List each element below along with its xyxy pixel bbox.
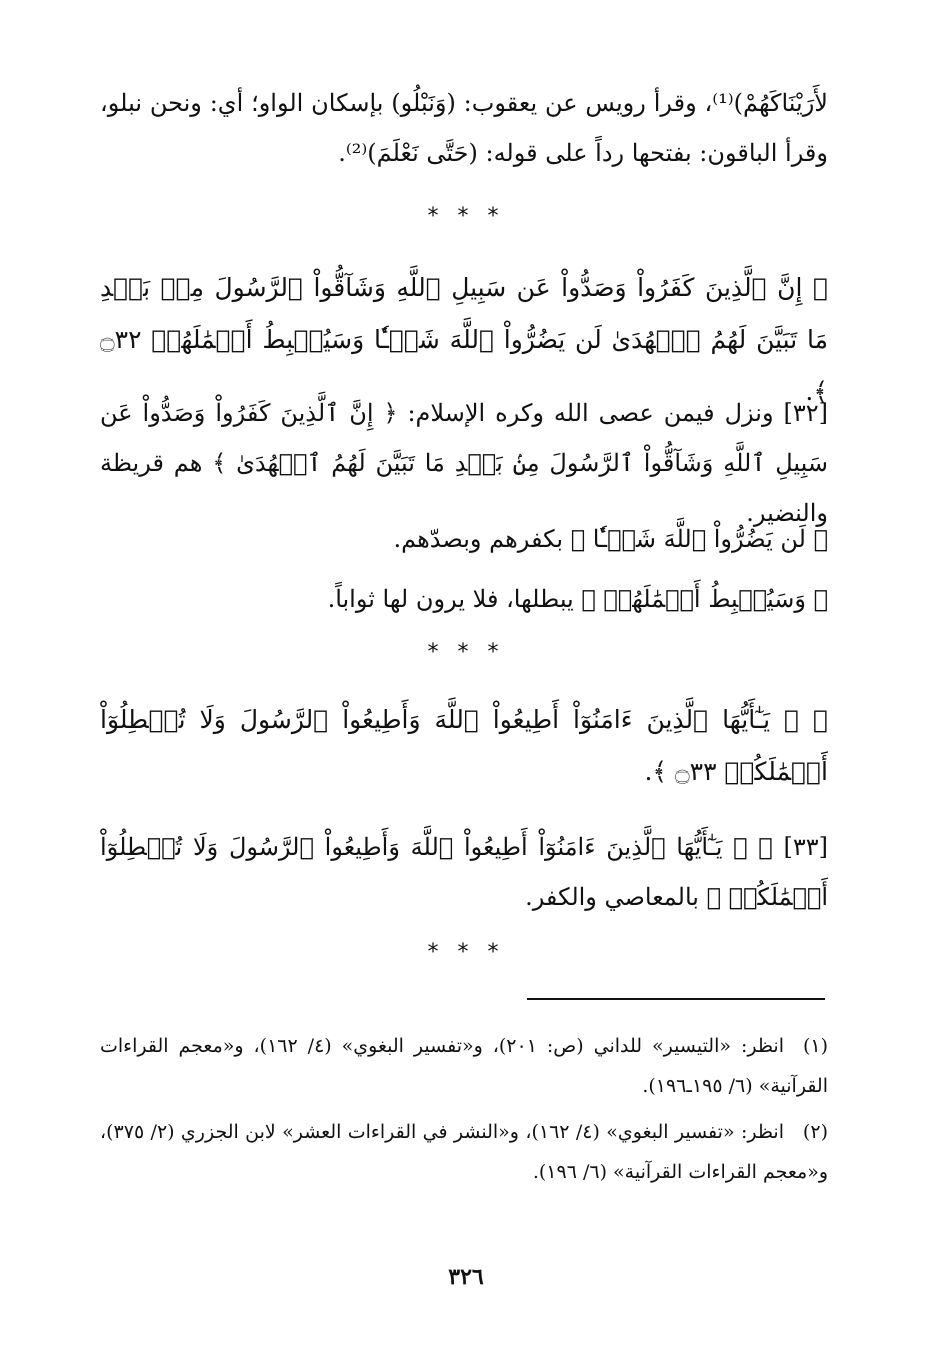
tafsir-32-deeds: ﴿ وَسَيُحۡبِطُ أَعۡمَٰلَهُمۡ ﴾ يبطلها، فلا يرون لها ثواباً. <box>327 585 828 613</box>
tafsir-33 <box>100 822 828 922</box>
verse-33 <box>100 694 828 798</box>
footnote-number: (٢) <box>802 1121 828 1143</box>
tafsir-32-part-2 <box>100 514 828 564</box>
section-separator: * * * <box>427 940 505 965</box>
opening-paragraph <box>100 78 828 178</box>
footnote-number: (١) <box>802 1035 829 1057</box>
tafsir-33-text: [٣٣] ﴿ ۞ يَـٰٓأَيُّهَا ٱلَّذِينَ ءَامَنُوٓاْ أَطِيعُواْ ٱللَّهَ وَأَطِيعُواْ ٱلرَّسُولَ وَلَا تُبۡطِلُوٓاْ أَعۡمَٰلَكُمۡ ﴾ بالمعاصي والكفر. <box>100 833 828 911</box>
verse-33-text: ﴿ ۞ يَـٰٓأَيُّهَا ٱلَّذِينَ ءَامَنُوٓاْ أَطِيعُواْ ٱللَّهَ وَأَطِيعُواْ ٱلرَّسُولَ وَلَا تُبۡطِلُوٓاْ أَعۡمَٰلَكُمۡ ۝٣٣ ﴾. <box>100 705 828 786</box>
verse-32-text: ﴿ إِنَّ ٱلَّذِينَ كَفَرُواْ وَصَدُّواْ عَن سَبِيلِ ٱللَّهِ وَشَآقُّواْ ٱلرَّسُولَ مِنۢ بَعۡدِ مَا تَبَيَّنَ لَهُمُ ٱلۡهُدَىٰ لَن يَضُرُّواْ ٱللَّهَ شَيۡـٔٗا وَسَيُحۡبِطُ أَعۡمَٰلَهُمۡ ۝٣٢ ﴾. <box>100 273 828 406</box>
tafsir-32-harm: ﴿ لَن يَضُرُّواْ ٱللَّهَ شَيۡـٔٗا ﴾ بكفرهم وبصدّهم. <box>393 525 828 553</box>
section-separator: * * * <box>427 640 505 665</box>
footnote-2 <box>100 1112 828 1192</box>
page-number: ٣٢٦ <box>448 1264 484 1290</box>
tafsir-32-intro: [٣٢] ونزل فيمن عصى الله وكره الإسلام: ﴿ إِنَّ ٱلَّذِينَ كَفَرُواْ وَصَدُّواْ عَن سَبِيلِ ٱللَّهِ وَشَآقُّواْ ٱلرَّسُولَ مِنۢ بَعۡدِ مَا تَبَيَّنَ لَهُمُ ٱلۡهُدَىٰ ﴾ هم قريظة والنضير. <box>100 399 828 527</box>
section-separator: * * * <box>427 204 505 229</box>
footnote-rule <box>527 998 825 1000</box>
footnote-text: انظر: «تفسير البغوي» (٤/ ١٦٢)، و«النشر في القراءات العشر» لابن الجزري (٢/ ٣٧٥)، و«معجم القراءات القرآنية» (٦/ ١٩٦). <box>100 1121 828 1183</box>
opening-paragraph-text: لأَرَيْنَاكَهُمْ)⁽¹⁾، وقرأ رويس عن يعقوب: (وَنَبْلُو) بإسكان الواو؛ أي: ونحن نبلو، وقرأ الباقون: بفتحها رداً على قوله: (حَتَّى نَعْلَمَ)⁽²⁾. <box>100 89 828 167</box>
footnote-1 <box>100 1026 828 1106</box>
footnote-text: انظر: «التيسير» للداني (ص: ٢٠١)، و«تفسير البغوي» (٤/ ١٦٢)، و«معجم القراءات القرآنية» (٦/ ١٩٥ـ١٩٦). <box>100 1035 828 1097</box>
tafsir-32-part-3 <box>100 574 828 624</box>
